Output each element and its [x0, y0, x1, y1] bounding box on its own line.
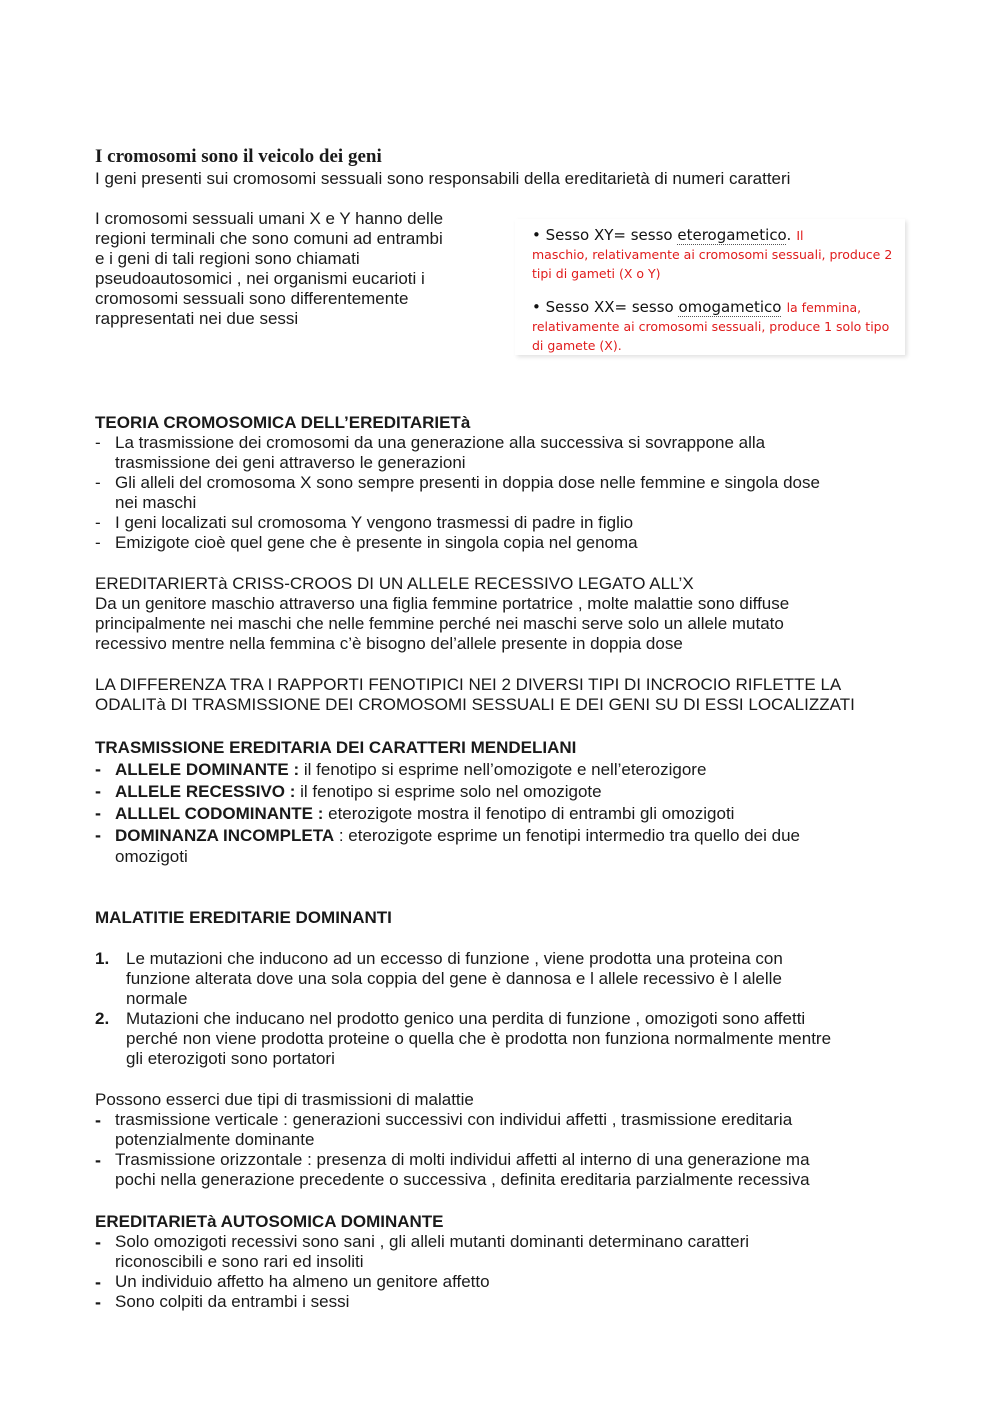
list-item: - Trasmissione orizzontale : presenza di molti individui affetti al interno di una generazione ma pochi nella generazione precedente o successiva , definita ereditaria parzialmente recessiva	[95, 1150, 810, 1189]
dash-icon: -	[95, 1110, 101, 1130]
section-heading: EREDITARIERTà CRISS-CROOS DI UN ALLELE RECESSIVO LEGATO ALL’X	[95, 574, 694, 593]
dash-icon: -	[95, 1292, 101, 1312]
page-title: I cromosomi sono il veicolo dei geni	[95, 146, 382, 167]
intro-line: cromosomi sessuali sono differentemente	[95, 289, 409, 308]
list-item: - trasmissione verticale : generazioni successivi con individui affetti , trasmissione ereditaria potenzialmente dominante	[95, 1110, 793, 1149]
dash-icon: -	[95, 513, 101, 532]
trasmissioni-section	[95, 1090, 810, 1190]
section-heading: EREDITARIETà AUTOSOMICA DOMINANTE	[95, 1212, 444, 1231]
list-item: 1. Le mutazioni che inducono ad un eccesso di funzione , viene prodotta una proteina con funzione alterata dove una sola coppia del gene è dannosa e l allele recessivo è l alelle normale	[95, 949, 783, 1008]
dash-icon: -	[95, 473, 101, 492]
xy-lead: Sesso XY= sesso	[545, 226, 678, 244]
list-item: - ALLELE DOMINANTE : il fenotipo si esprime nell’omozigote e nell’eterozigore	[95, 759, 707, 779]
list-item: - La trasmissione dei cromosomi da una generazione alla successiva si sovrappone alla trasmissione dei geni attraverso le generazioni	[95, 433, 766, 472]
list-item: - Gli alleli del cromosoma X sono sempre presenti in doppia dose nelle femmine e singola dose nei maschi	[95, 473, 820, 512]
intro-paragraph	[95, 209, 443, 329]
section-heading: MALATITIE EREDITARIE DOMINANTI	[95, 908, 392, 927]
list-item: - ALLELE RECESSIVO : il fenotipo si esprime solo nel omozigote	[95, 781, 602, 801]
xy-red: Il	[796, 228, 804, 243]
paragraph-line: LA DIFFERENZA TRA I RAPPORTI FENOTIPICI NEI 2 DIVERSI TIPI DI INCROCIO RIFLETTE LA	[95, 675, 842, 694]
dash-icon: -	[95, 533, 101, 552]
dash-icon: -	[95, 781, 101, 801]
list-item: - Emizigote cioè quel gene che è presente in singola copia nel genoma	[95, 533, 638, 552]
list-item: 2. Mutazioni che inducano nel prodotto genico una perdita di funzione , omozigoti sono affetti perché non viene prodotta proteine o quella che è prodotta non funziona normalmente mentre gli eterozigoti sono portatori	[95, 1009, 832, 1068]
section-heading: TRASMISSIONE EREDITARIA DEI CARATTERI MENDELIANI	[95, 738, 577, 757]
xx-red: relativamente ai cromosomi sessuali, produce 1 solo tipo	[532, 319, 890, 334]
dash-icon: -	[95, 825, 101, 845]
paragraph-line: Da un genitore maschio attraverso una figlia femmine portatrice , molte malattie sono diffuse	[95, 594, 790, 613]
xy-term: eterogametico	[677, 226, 787, 244]
dash-icon: -	[95, 1232, 101, 1252]
xx-red: di gamete (X).	[532, 338, 622, 353]
page-subtitle: I geni presenti sui cromosomi sessuali sono responsabili della ereditarietà di numeri caratteri	[95, 169, 791, 188]
malattie-list	[95, 949, 831, 1069]
intro-line: rappresentati nei due sessi	[95, 309, 299, 328]
list-item: - Solo omozigoti recessivi sono sani , gli alleli mutanti dominanti determinano caratteri riconoscibili e sono rari ed insoliti	[95, 1232, 750, 1271]
paragraph-line: Possono esserci due tipi di trasmissioni di malattie	[95, 1090, 474, 1109]
dash-icon: -	[95, 1150, 101, 1170]
xx-term: omogametico	[678, 298, 782, 316]
xx-lead: Sesso XX= sesso	[545, 298, 679, 316]
list-item: - ALLLEL CODOMINANTE : eterozigote mostra il fenotipo di entrambi gli omozigoti	[95, 803, 735, 823]
mendel-section	[95, 738, 800, 867]
sex-chromosome-inset	[515, 219, 905, 355]
dash-icon: -	[95, 433, 101, 452]
xy-end: .	[786, 226, 792, 244]
teoria-section	[95, 413, 820, 553]
paragraph-line: recessivo mentre nella femmina c’è bisogno del’allele presente in doppia dose	[95, 634, 683, 653]
list-item: - Sono colpiti da entrambi i sessi	[95, 1292, 350, 1312]
differenza-paragraph	[95, 675, 855, 715]
xx-red: la femmina,	[786, 300, 862, 315]
dash-icon: -	[95, 759, 101, 779]
dash-icon: -	[95, 803, 101, 823]
paragraph-line: ODALITà DI TRASMISSIONE DEI CROMOSOMI SESSUALI E DEI GENI SU DI ESSI LOCALIZZATI	[95, 695, 855, 714]
list-item: - DOMINANZA INCOMPLETA : eterozigote esprime un fenotipi intermedio tra quello dei due omozigoti	[95, 825, 800, 866]
list-item: - I geni localizati sul cromosoma Y vengono trasmessi di padre in figlio	[95, 513, 634, 532]
xy-red: tipi di gameti (X o Y)	[532, 266, 661, 281]
dash-icon: -	[95, 1272, 101, 1292]
autosomica-section	[95, 1212, 749, 1312]
criss-cross-section	[95, 574, 789, 654]
intro-line: pseudoautosomici , nei organismi eucarioti i	[95, 269, 425, 288]
bullet-icon: •	[532, 298, 541, 316]
bullet-icon: •	[532, 226, 541, 244]
intro-line: regioni terminali che sono comuni ad entrambi	[95, 229, 443, 248]
xy-red: maschio, relativamente ai cromosomi sessuali, produce 2	[532, 247, 893, 262]
intro-line: e i geni di tali regioni sono chiamati	[95, 249, 360, 268]
section-heading: TEORIA CROMOSOMICA DELL’EREDITARIETà	[95, 413, 471, 432]
paragraph-line: principalmente nei maschi che nelle femmine perché nei maschi serve solo un allele mutato	[95, 614, 784, 633]
intro-line: I cromosomi sessuali umani X e Y hanno delle	[95, 209, 444, 228]
list-item: - Un individuio affetto ha almeno un genitore affetto	[95, 1272, 490, 1292]
